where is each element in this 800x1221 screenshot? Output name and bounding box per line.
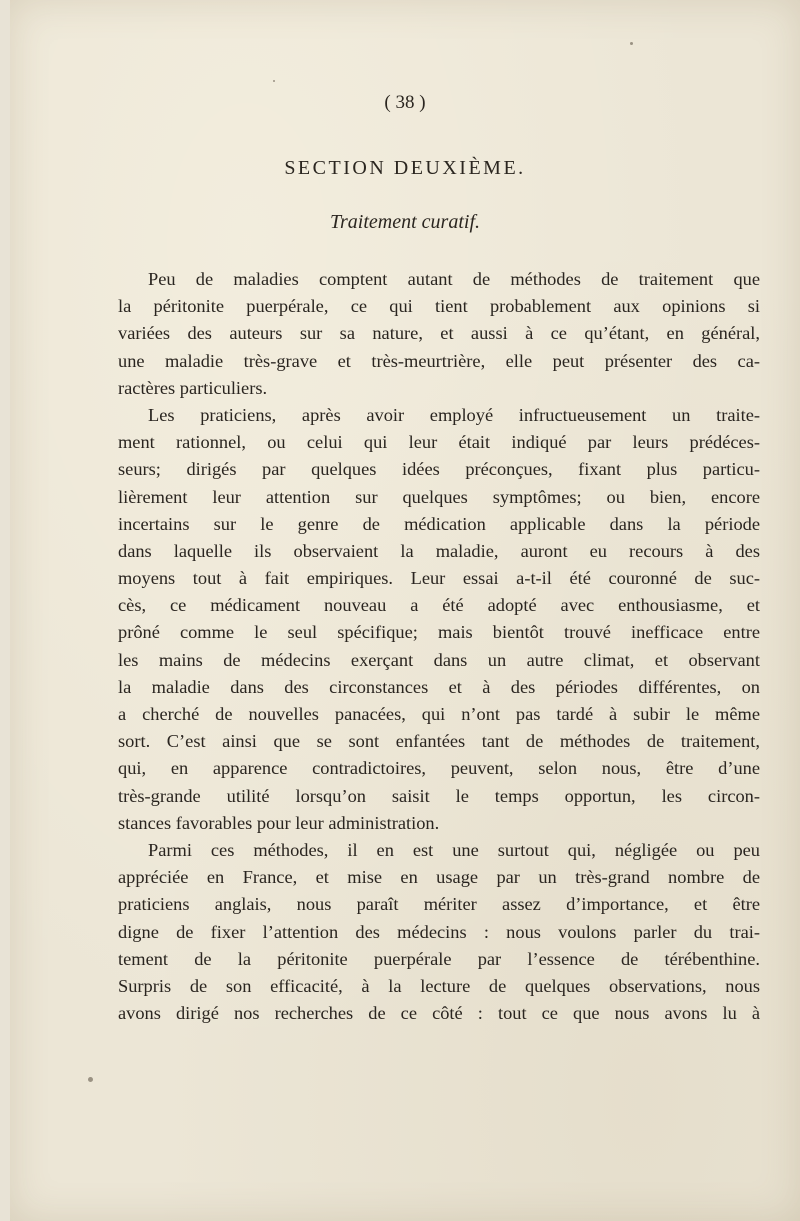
page-number: ( 38 )	[384, 92, 426, 113]
text-line: digne de fixer l’attention des médecins : nous voulons parler du trai-	[118, 921, 760, 942]
text-line: dans laquelle ils observaient la maladie, auront eu recours à des	[118, 540, 760, 561]
paper-speck	[630, 42, 633, 45]
text-line: ractères particuliers.	[118, 377, 268, 398]
text-line: qui, en apparence contradictoires, peuvent, selon nous, être d’une	[118, 758, 760, 779]
text-line: une maladie très-grave et très-meurtrière, elle peut présenter des ca-	[118, 350, 760, 371]
text-line: la maladie dans des circonstances et à des périodes différentes, on	[118, 676, 760, 697]
text-line: lièrement leur attention sur quelques symptômes; ou bien, encore	[118, 486, 760, 507]
section-title: SECTION DEUXIÈME.	[284, 157, 526, 179]
text-line: cès, ce médicament nouveau a été adopté avec enthousiasme, et	[118, 595, 760, 616]
text-line: praticiens anglais, nous paraît mériter assez d’importance, et être	[118, 894, 760, 915]
paper-speck	[273, 80, 275, 82]
text-line: appréciée en France, et mise en usage par un très-grand nombre de	[118, 867, 760, 888]
text-line: variées des auteurs sur sa nature, et aussi à ce qu’étant, en général,	[118, 323, 760, 344]
text-line: les mains de médecins exerçant dans un autre climat, et observant	[118, 649, 760, 670]
text-line: ment rationnel, ou celui qui leur était indiqué par leurs prédéces-	[118, 432, 760, 453]
text-line: la péritonite puerpérale, ce qui tient probablement aux opinions si	[118, 296, 760, 317]
text-line: tement de la péritonite puerpérale par l’essence de térébenthine.	[118, 948, 760, 969]
text-line: moyens tout à fait empiriques. Leur essai a-t-il été couronné de suc-	[118, 568, 760, 589]
book-page	[10, 0, 800, 1221]
text-line: seurs; dirigés par quelques idées préconçues, fixant plus particu-	[118, 459, 760, 480]
text-line: Les praticiens, après avoir employé infructueusement un traite-	[148, 404, 760, 425]
text-line: Peu de maladies comptent autant de méthodes de traitement que	[148, 269, 760, 289]
text-line: Parmi ces méthodes, il en est une surtout qui, négligée ou peu	[148, 839, 760, 860]
text-line: très-grande utilité lorsqu’on saisit le temps opportun, les circon-	[118, 785, 760, 806]
text-line: incertains sur le genre de médication applicable dans la période	[118, 513, 760, 534]
text-line: prôné comme le seul spécifique; mais bientôt trouvé inefficace entre	[118, 622, 760, 643]
text-line: sort. C’est ainsi que se sont enfantées tant de méthodes de traitement,	[118, 731, 760, 752]
text-line: avons dirigé nos recherches de ce côté : tout ce que nous avons lu à	[118, 1003, 760, 1024]
text-line: a cherché de nouvelles panacées, qui n’ont pas tardé à subir le même	[118, 704, 760, 724]
paper-speck	[88, 1077, 93, 1082]
body-text	[118, 266, 760, 1027]
text-line: Surpris de son efficacité, à la lecture de quelques observations, nous	[118, 975, 760, 996]
text-line: stances favorables pour leur administration.	[118, 812, 440, 833]
section-subtitle: Traitement curatif.	[330, 211, 480, 233]
